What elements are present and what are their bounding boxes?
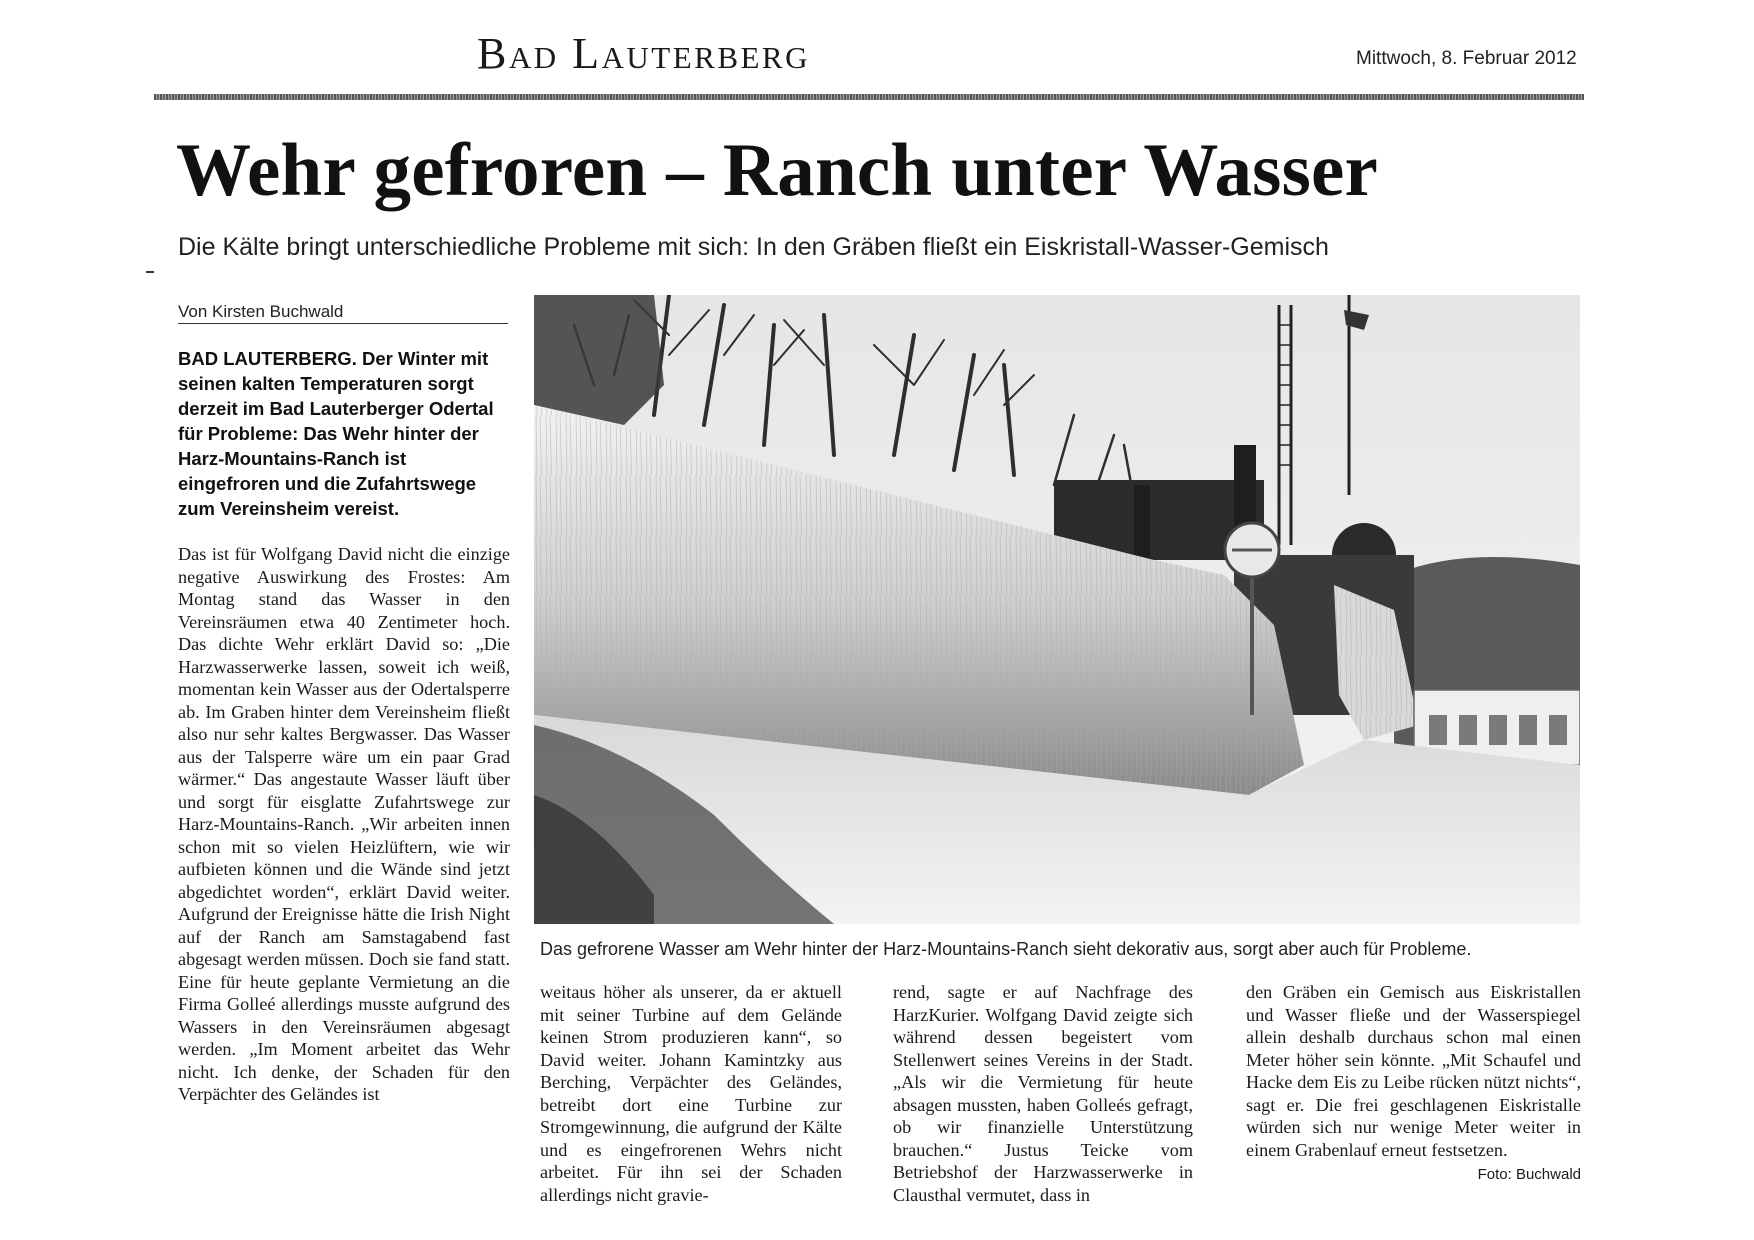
lead-paragraph: BAD LAUTERBERG. Der Winter mit seinen kalten Temperaturen sorgt derzeit im Bad Lauterberger Odertal für Probleme: Das Wehr hinter der Harz-Mountains-Ranch ist eingefroren und die Zufahrtswege zum Vereinsheim vereist.	[178, 348, 494, 519]
article-subtitle: Die Kälte bringt unterschiedliche Probleme mit sich: In den Gräben fließt ein Eiskristall-Wasser-Gemisch	[178, 233, 1329, 261]
photo-caption: Das gefrorene Wasser am Wehr hinter der Harz-Mountains-Ranch sieht dekorativ aus, sorgt aber auch für Probleme.	[540, 939, 1472, 959]
body-column-4	[1246, 981, 1581, 1187]
body-column-3: rend, sagte er auf Nachfrage des HarzKurier. Wolfgang David zeigte sich während dessen begeistert vom Stellenwert seines Vereins in der Stadt. „Als wir die Vermietung für heute absagen mussten, haben Golleés gefragt, ob wir finanzielle Unterstützung brauchen.“ Justus Teicke vom Betriebshof der Harzwasserwerke in Clausthal vermutet, dass in	[893, 982, 1193, 1205]
article-headline: Wehr gefroren – Ranch unter Wasser	[176, 129, 1378, 212]
body-column-2: weitaus höher als unserer, da er aktuell mit seiner Turbine auf dem Gelände keinen Strom produzieren kann“, so David weiter. Johann Kamintzky aus Berching, Verpächter des Geländes, betreibt dort eine Turbine zur Stromgewinnung, die aufgrund der Kälte und es eingefrorenen Wehrs nicht arbeitet. Für ihn sei der Schaden allerdings nicht gravie-	[540, 982, 842, 1205]
byline-rule	[178, 323, 508, 324]
weir-photo	[534, 295, 1580, 924]
photo-credit: Foto: Buchwald	[1477, 1166, 1581, 1183]
margin-mark	[146, 271, 154, 273]
section-title: Bad Lauterberg	[477, 29, 810, 78]
body-column-4-text: den Gräben ein Gemisch aus Eiskristallen und Wasser fließe und der Wasserspiegel allein deshalb durchaus schon mal einen Meter höher sein könnte. „Mit Schaufel und Hacke dem Eis zu Leibe rücken nützt nichts“, sagt er. Die frei geschlagenen Eiskristalle würden sich nur wenige Meter weiter in einem Grabenlauf erneut festsetzen.	[1246, 982, 1581, 1160]
byline: Von Kirsten Buchwald	[178, 302, 344, 321]
header-rule	[154, 94, 1584, 100]
issue-date: Mittwoch, 8. Februar 2012	[1356, 48, 1577, 69]
body-column-1: Das ist für Wolfgang David nicht die einzige negative Auswirkung des Frostes: Am Montag stand das Wasser in den Vereinsräumen etwa 40 Zentimeter hoch. Das dichte Wehr erklärt David so: „Die Harzwasserwerke lassen, soweit ich weiß, momentan kein Wasser aus der Odertalsperre ab. Im Graben hinter dem Vereinsheim fließt also nur sehr kaltes Bergwasser. Das Wasser aus der Talsperre wäre um ein paar Grad wärmer.“ Das angestaute Wasser läuft über und sorgt für eisglatte Zufahrtswege zur Harz-Mountains-Ranch. „Wir arbeiten innen schon mit so vielen Heizlüftern, wie wir aufbieten können und die Wände sind jetzt abgedichtet worden“, erklärt David weiter. Aufgrund der Ereignisse hätte die Irish Night auf der Ranch am Samstagabend fast abgesagt werden müssen. Doch sie fand statt. Eine für heute geplante Vermietung an die Firma Golleé allerdings musste aufgrund des Wassers in den Vereinsräumen abgesagt werden. „Im Moment arbeitet das Wehr nicht. Ich denke, der Schaden für den Verpächter des Geländes ist	[178, 544, 510, 1104]
